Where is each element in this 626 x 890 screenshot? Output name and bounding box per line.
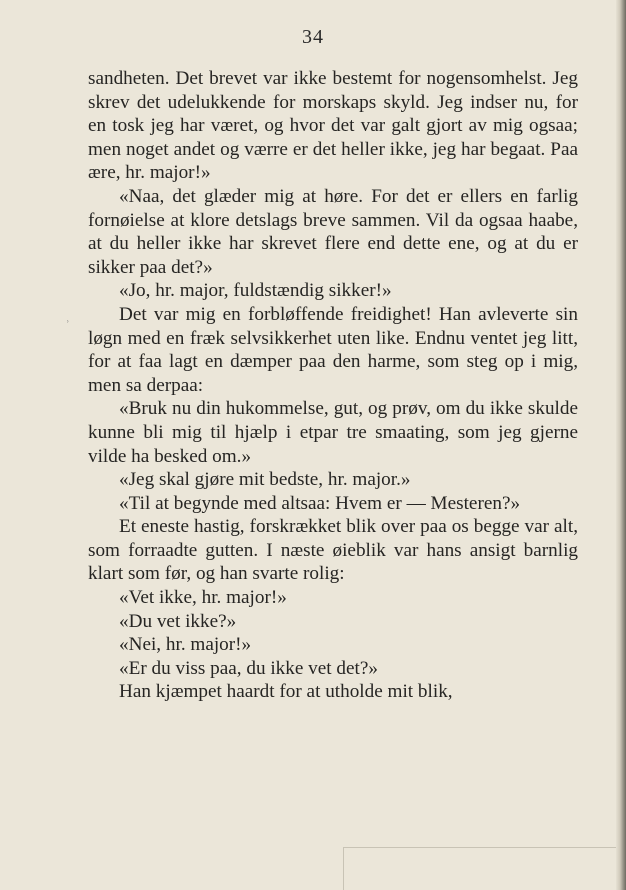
paragraph: «Jeg skal gjøre mit bedste, hr. major.» [119, 469, 411, 491]
paragraph: «Er du viss paa, du ikke vet det?» [119, 657, 378, 679]
book-spine [616, 0, 626, 890]
paragraph: «Til at begynde med altsaa: Hvem er — Mesteren?» [119, 492, 521, 514]
margin-mark-icon: ⸒ [66, 310, 70, 323]
paragraph: «Du vet ikke?» [119, 610, 237, 632]
paragraph: «Bruk nu din hukommelse, gut, og prøv, om du ikke skulde kunne bli mig til hjælp i etpar tre smaating, som jeg gjerne vilde ha besked om.» [88, 398, 578, 467]
paragraph: sandheten. Det brevet var ikke bestemt for nogensomhelst. Jeg skrev det udelukkende for morskaps skyld. Jeg indser nu, for en tosk jeg har været, og hvor det var galt gjort av mig ogsaa; men noget andet og værre er det heller ikke, jeg har begaat. Paa ære, hr. major!» [88, 68, 578, 184]
paragraph: Det var mig en forbløffende freidighet! Han avleverte sin løgn med en fræk selvsikkerhet uten like. Endnu ventet jeg litt, for at faa lagt en dæmper paa den harme, som steg op i mig, men sa derpaa: [88, 303, 578, 396]
paragraph: «Nei, hr. major!» [119, 634, 252, 656]
paragraph: «Vet ikke, hr. major!» [119, 587, 287, 609]
paragraph: Han kjæmpet haardt for at utholde mit blik, [119, 681, 453, 703]
page-number: 34 [302, 26, 324, 48]
paragraph: «Naa, det glæder mig at høre. For det er ellers en farlig fornøielse at klore detslags breve sammen. Vil da ogsaa haabe, at du heller ikke har skrevet flere end dette ene, og at du er sikker paa det?» [88, 185, 578, 278]
paragraph: Et eneste hastig, forskrækket blik over paa os begge var alt, som forraadte gutten. I næste øieblik var hans ansigt barnlig klart som før, og han svarte rolig: [88, 516, 578, 585]
paragraph: «Jo, hr. major, fuldstændig sikker!» [119, 280, 392, 302]
page-edge-shadow [343, 847, 616, 890]
body-text [88, 67, 578, 704]
